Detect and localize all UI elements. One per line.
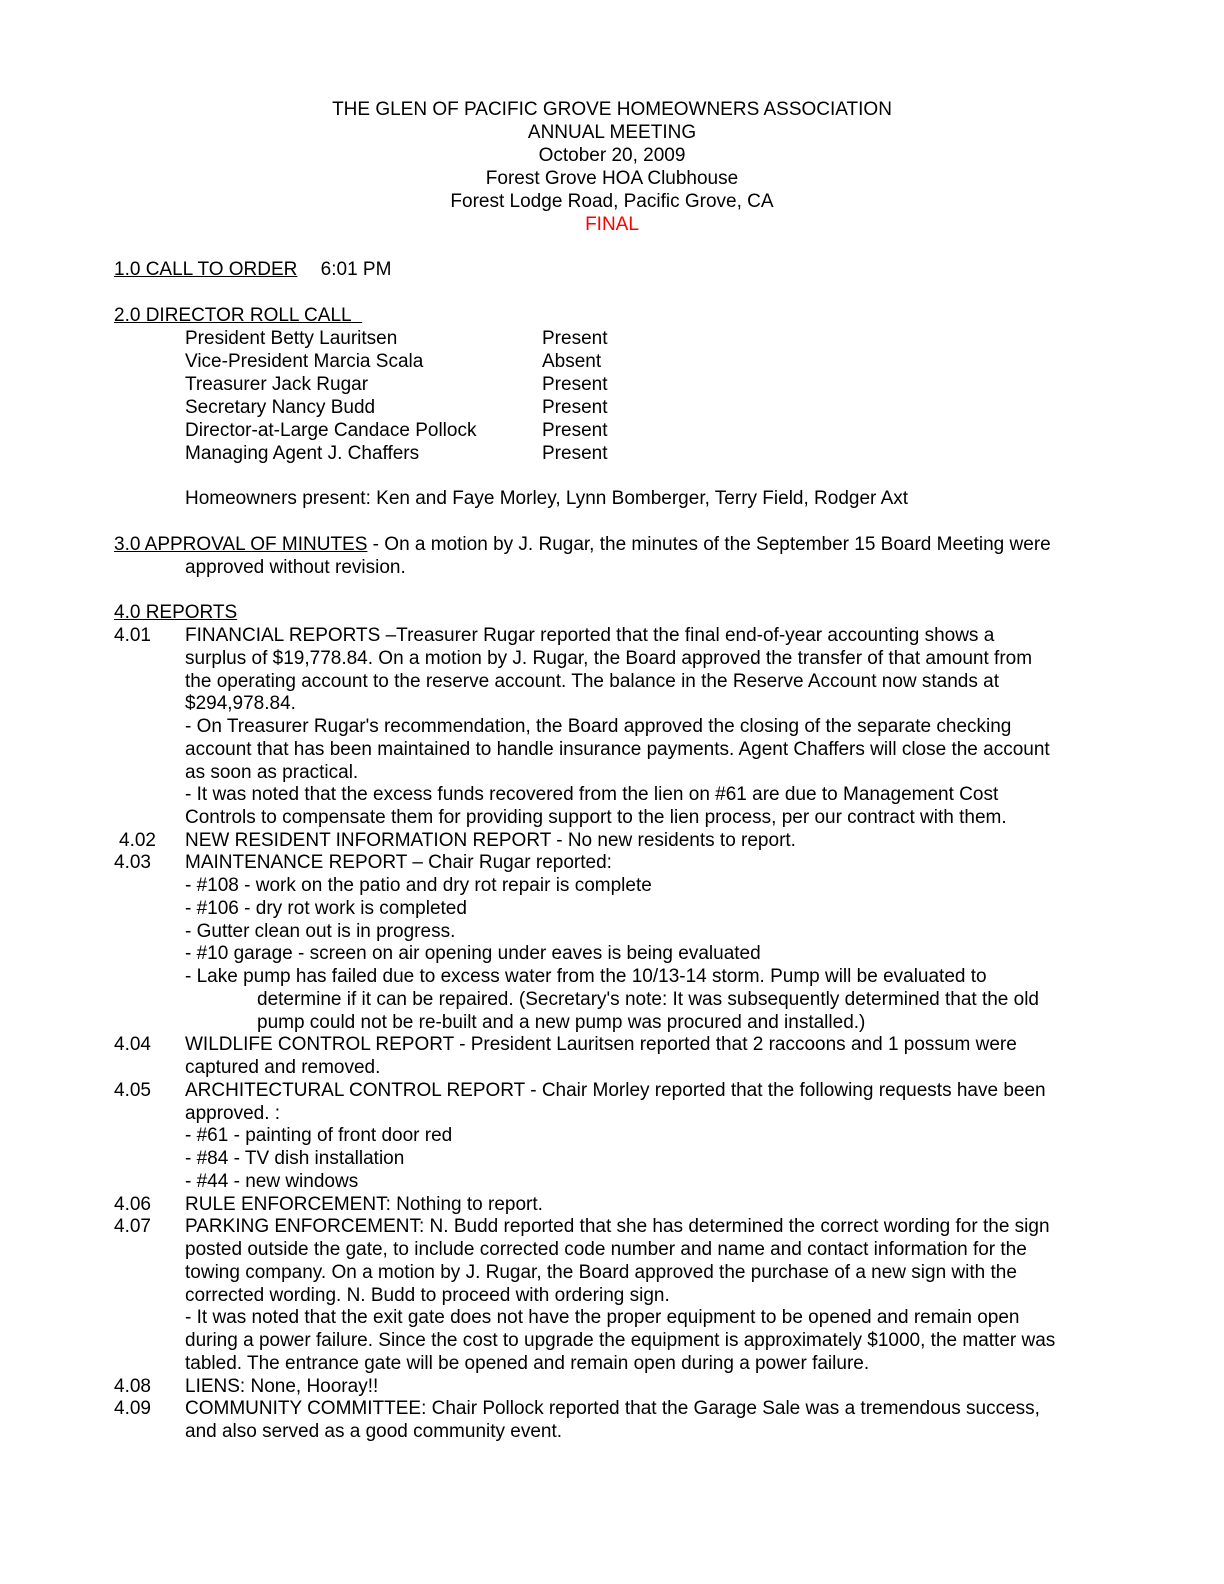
- roll-call-status: Present: [542, 420, 608, 441]
- report-line: and also served as a good community event.: [185, 1421, 563, 1442]
- roll-call-status: Present: [542, 397, 608, 418]
- item-number: 4.06: [114, 1194, 151, 1215]
- roll-call-name: Director-at-Large Candace Pollock: [185, 420, 477, 441]
- minutes-text: - On a motion by J. Rugar, the minutes of the September 15 Board Meeting were: [367, 534, 1051, 555]
- report-line: LIENS: None, Hooray!!: [185, 1376, 379, 1397]
- report-line: as soon as practical.: [185, 762, 359, 783]
- roll-call-status: Present: [542, 374, 608, 395]
- call-to-order-time: 6:01 PM: [320, 259, 392, 280]
- meeting-venue: Forest Grove HOA Clubhouse: [485, 168, 739, 189]
- report-line: ARCHITECTURAL CONTROL REPORT - Chair Morley reported that the following requests have been: [185, 1080, 1046, 1101]
- call-to-order-heading: 1.0 CALL TO ORDER: [114, 259, 298, 280]
- report-line: during a power failure. Since the cost to upgrade the equipment is approximately $1000, the matter was: [185, 1330, 1056, 1351]
- final-status-label: FINAL: [585, 214, 639, 235]
- report-line: - #61 - painting of front door red: [185, 1125, 453, 1146]
- report-line: - #84 - TV dish installation: [185, 1148, 405, 1169]
- report-line: tabled. The entrance gate will be opened and remain open during a power failure.: [185, 1353, 870, 1374]
- report-line: - Lake pump has failed due to excess water from the 10/13-14 storm. Pump will be evaluated to: [185, 966, 987, 987]
- item-number: 4.09: [114, 1398, 151, 1419]
- roll-call-heading: 2.0 DIRECTOR ROLL CALL: [114, 305, 352, 326]
- report-line: the operating account to the reserve account. The balance in the Reserve Account now stands at: [185, 671, 999, 692]
- meeting-address: Forest Lodge Road, Pacific Grove, CA: [450, 191, 774, 212]
- report-line: - On Treasurer Rugar's recommendation, the Board approved the closing of the separate checking: [185, 716, 1012, 737]
- report-line: NEW RESIDENT INFORMATION REPORT - No new residents to report.: [185, 830, 796, 851]
- report-line: - Gutter clean out is in progress.: [185, 921, 456, 942]
- report-line: - #10 garage - screen on air opening under eaves is being evaluated: [185, 943, 761, 964]
- report-line: corrected wording. N. Budd to proceed with ordering sign.: [185, 1285, 670, 1306]
- minutes-text: approved without revision.: [185, 557, 406, 578]
- roll-call-status: Present: [542, 328, 608, 349]
- report-line: Controls to compensate them for providing support to the lien process, per our contract with them.: [185, 807, 1007, 828]
- call-to-order-line: [114, 258, 391, 281]
- report-line: towing company. On a motion by J. Rugar, the Board approved the purchase of a new sign with the: [185, 1262, 1017, 1283]
- meeting-date: October 20, 2009: [538, 145, 686, 166]
- reports-heading: 4.0 REPORTS: [114, 602, 238, 623]
- report-line: $294,978.84.: [185, 693, 296, 714]
- minutes-line: [114, 533, 1051, 556]
- roll-call-name: President Betty Lauritsen: [185, 328, 398, 349]
- item-number: 4.05: [114, 1080, 151, 1101]
- meeting-type: ANNUAL MEETING: [527, 122, 697, 143]
- homeowners-present: Homeowners present: Ken and Faye Morley, Lynn Bomberger, Terry Field, Rodger Axt: [185, 488, 909, 509]
- report-line: surplus of $19,778.84. On a motion by J. Rugar, the Board approved the transfer of that amount from: [185, 648, 1033, 669]
- report-line: - #106 - dry rot work is completed: [185, 898, 467, 919]
- report-line: pump could not be re-built and a new pump was procured and installed.): [257, 1012, 866, 1033]
- minutes-heading: 3.0 APPROVAL OF MINUTES: [114, 534, 368, 555]
- report-line: approved. :: [185, 1103, 281, 1124]
- report-line: - It was noted that the exit gate does not have the proper equipment to be opened and remain open: [185, 1307, 1020, 1328]
- report-line: determine if it can be repaired. (Secretary's note: It was subsequently determined that the old: [257, 989, 1039, 1010]
- roll-call-name: Vice-President Marcia Scala: [185, 351, 424, 372]
- item-number: 4.03: [114, 852, 151, 873]
- item-number: 4.04: [114, 1034, 151, 1055]
- roll-call-status: Absent: [542, 351, 602, 372]
- report-line: - #108 - work on the patio and dry rot repair is complete: [185, 875, 652, 896]
- report-line: WILDLIFE CONTROL REPORT - President Lauritsen reported that 2 raccoons and 1 possum were: [185, 1034, 1017, 1055]
- item-number: 4.07: [114, 1216, 151, 1237]
- item-number: 4.01: [114, 625, 151, 646]
- report-line: COMMUNITY COMMITTEE: Chair Pollock reported that the Garage Sale was a tremendous success,: [185, 1398, 1040, 1419]
- roll-call-name: Managing Agent J. Chaffers: [185, 443, 420, 464]
- item-number: 4.02: [119, 830, 156, 851]
- report-line: - #44 - new windows: [185, 1171, 359, 1192]
- report-line: captured and removed.: [185, 1057, 381, 1078]
- item-number: 4.08: [114, 1376, 151, 1397]
- report-line: account that has been maintained to handle insurance payments. Agent Chaffers will close the account: [185, 739, 1050, 760]
- report-line: FINANCIAL REPORTS –Treasurer Rugar reported that the final end-of-year accounting shows a: [185, 625, 995, 646]
- report-line: MAINTENANCE REPORT – Chair Rugar reported:: [185, 852, 612, 873]
- org-title: THE GLEN OF PACIFIC GROVE HOMEOWNERS ASSOCIATION: [332, 99, 892, 120]
- roll-call-name: Secretary Nancy Budd: [185, 397, 376, 418]
- report-line: PARKING ENFORCEMENT: N. Budd reported that she has determined the correct wording for the sign: [185, 1216, 1050, 1237]
- roll-call-status: Present: [542, 443, 608, 464]
- report-line: - It was noted that the excess funds recovered from the lien on #61 are due to Management Cost: [185, 784, 999, 805]
- report-line: RULE ENFORCEMENT: Nothing to report.: [185, 1194, 543, 1215]
- roll-call-name: Treasurer Jack Rugar: [185, 374, 369, 395]
- report-line: posted outside the gate, to include corrected code number and name and contact information for the: [185, 1239, 1027, 1260]
